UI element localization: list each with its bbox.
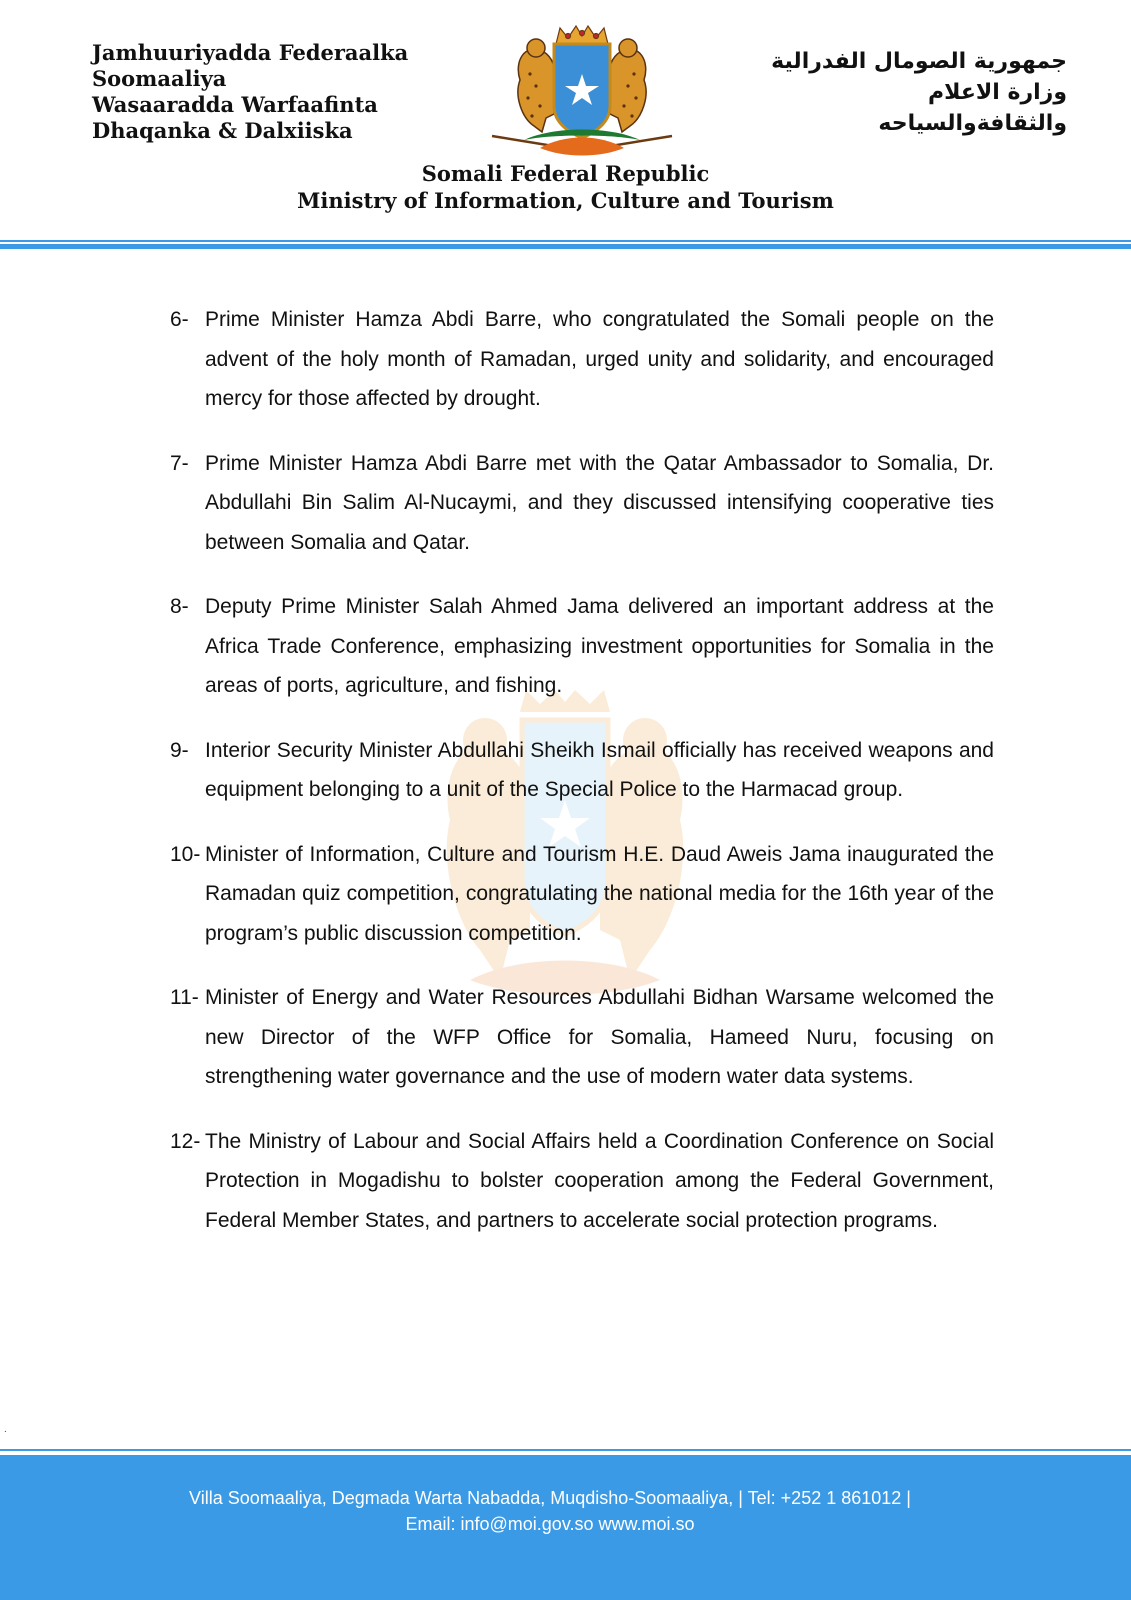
item-text: Interior Security Minister Abdullahi Sheikh Ismail officially has received weapons and equipment belonging to a unit of the Special Police to the Harmacad group. xyxy=(205,738,994,801)
item-number: 10- xyxy=(170,842,201,866)
footer-divider xyxy=(0,1449,1131,1451)
header-divider-thick xyxy=(0,244,1131,249)
footer-bar xyxy=(0,1455,1131,1600)
item-number: 12- xyxy=(170,1129,201,1153)
stray-dot: . xyxy=(4,1424,7,1435)
header-divider xyxy=(0,240,1131,242)
item-number: 11- xyxy=(170,986,199,1009)
header-center-line: Ministry of Information, Culture and Tourism xyxy=(297,188,834,213)
somali-coat-of-arms-icon xyxy=(484,22,680,162)
footer-address: Villa Soomaaliya, Degmada Warta Nabadda, Muqdisho-Soomaaliya, | Tel: +252 1 861012 | xyxy=(189,1488,911,1508)
list-item xyxy=(170,587,994,706)
item-number: 7- xyxy=(170,451,189,475)
header-center-line: Somali Federal Republic xyxy=(421,161,710,186)
list-item xyxy=(170,731,994,810)
header-arabic-title xyxy=(727,46,1067,139)
news-item-list xyxy=(170,300,994,1265)
item-text: Minister of Energy and Water Resources Abdullahi Bidhan Warsame welcomed the new Director of the WFP Office for Somalia, Hameed Nuru, focusing on strengthening water governance and the use of modern water data systems. xyxy=(205,986,994,1088)
item-text: Minister of Information, Culture and Tourism H.E. Daud Aweis Jama inaugurated the Ramadan quiz competition, congratulating the national media for the 16th year of the program’s public discussion competition. xyxy=(205,842,994,945)
footer-contact[interactable]: Email: info@moi.gov.so www.moi.so xyxy=(405,1514,695,1534)
header-left-line: Soomaaliya xyxy=(92,66,227,91)
header-right-line: جمهورية الصومال الفدرالية xyxy=(771,49,1067,74)
item-number: 9- xyxy=(170,738,189,762)
list-item xyxy=(170,300,994,419)
list-item xyxy=(170,978,994,1097)
list-item xyxy=(170,835,994,954)
item-number: 8- xyxy=(170,595,189,618)
header-left-line: Dhaqanka & Dalxiiska xyxy=(92,118,353,143)
item-text: Prime Minister Hamza Abdi Barre, who congratulated the Somali people on the advent of the holy month of Ramadan, urged unity and solidarity, and encouraged mercy for those affected by drought. xyxy=(205,308,994,410)
header-left-line: Wasaaradda Warfaafinta xyxy=(92,92,378,117)
list-item xyxy=(170,444,994,563)
item-text: The Ministry of Labour and Social Affairs held a Coordination Conference on Social Protection in Mogadishu to bolster cooperation among the Federal Government, Federal Member States, and partners to accelerate social protection programs. xyxy=(205,1129,994,1232)
header-english-title xyxy=(0,160,1131,214)
item-number: 6- xyxy=(170,308,189,331)
header-right-line: وزارة الاعلام xyxy=(928,80,1067,105)
list-item xyxy=(170,1122,994,1241)
header-somali-title xyxy=(92,40,452,144)
header-left-line: Jamhuuriyadda Federaalka xyxy=(92,40,409,65)
item-text: Deputy Prime Minister Salah Ahmed Jama delivered an important address at the Africa Trade Conference, emphasizing investment opportunities for Somalia in the areas of ports, agriculture, and fishing. xyxy=(205,595,994,697)
header-right-line: والثقافةوالسياحه xyxy=(878,111,1067,136)
item-text: Prime Minister Hamza Abdi Barre met with the Qatar Ambassador to Somalia, Dr. Abdullahi Bin Salim Al-Nucaymi, and they discussed intensifying cooperative ties between Somalia and Qatar. xyxy=(205,451,994,554)
